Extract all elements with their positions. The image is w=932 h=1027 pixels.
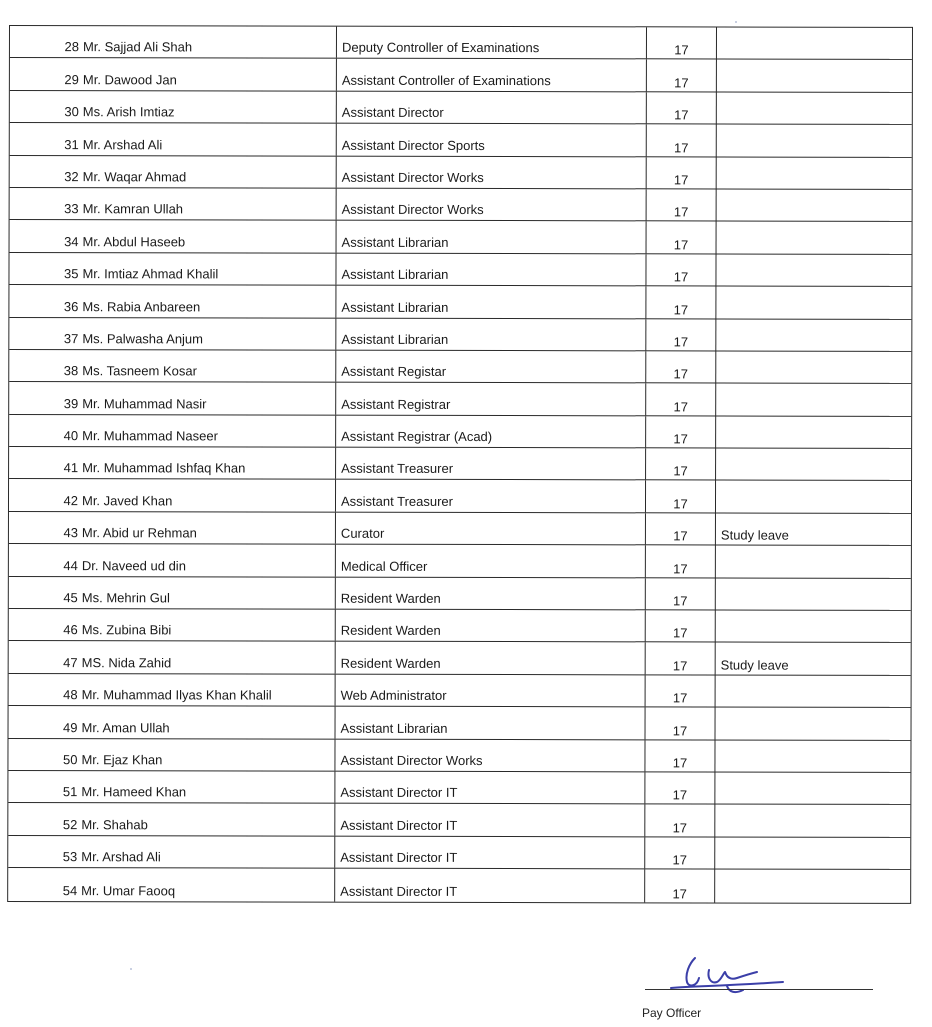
employee-name-cell: Mr. Muhammad Ishfaq Khan [81, 447, 336, 479]
remarks-cell [717, 27, 912, 59]
remarks-cell [717, 189, 912, 221]
serial-number-cell: 38 [63, 363, 79, 379]
serial-number-cell: 44 [63, 557, 78, 573]
serial-number-cell: 39 [63, 395, 79, 411]
bps-cell: 17 [645, 837, 715, 869]
designation-cell: Resident Warden [336, 610, 646, 642]
serial-number-cell: 47 [63, 654, 78, 670]
signatory-title: Pay Officer [642, 1006, 702, 1020]
serial-number-cell: 53 [62, 849, 78, 865]
employee-name-cell: Mr. Abid ur Rehman [81, 512, 336, 544]
table-row [9, 577, 911, 611]
bps-cell: 17 [646, 610, 716, 642]
table-row [9, 512, 911, 546]
employee-name-cell: Mr. Aman Ullah [81, 706, 336, 738]
employee-name-cell: Mr. Imtiaz Ahmad Khalil [81, 253, 336, 285]
bps-cell: 17 [645, 772, 715, 804]
designation-cell: Assistant Librarian [336, 286, 646, 318]
employee-name-cell: Mr. Waqar Ahmad [82, 156, 337, 188]
employee-name-cell: Ms. Zubina Bibi [81, 609, 336, 641]
employee-name-cell: Ms. Palwasha Anjum [81, 318, 336, 350]
table-row [9, 350, 911, 384]
employee-name-cell: Mr. Kamran Ullah [82, 188, 337, 220]
remarks-cell [715, 837, 910, 869]
serial-number-cell: 42 [63, 492, 79, 509]
table-row [9, 479, 911, 513]
bps-cell: 17 [646, 708, 716, 740]
remarks-cell [716, 675, 911, 707]
table-row [9, 447, 911, 481]
remarks-cell [715, 772, 910, 804]
designation-cell: Assistant Director IT [335, 804, 645, 836]
remarks-cell [716, 546, 911, 578]
employee-name-cell: Mr. Shahab [80, 804, 335, 836]
remarks-cell [715, 740, 910, 772]
serial-number-cell: 40 [63, 428, 79, 444]
employee-name-cell: Ms. Mehrin Gul [81, 577, 336, 609]
employee-name-cell: Mr. Arshad Ali [82, 123, 337, 155]
bps-cell: 17 [647, 125, 717, 157]
serial-number-cell: 54 [62, 882, 78, 898]
bps-cell: 17 [646, 546, 716, 578]
serial-number-cell: 37 [63, 331, 79, 347]
designation-cell: Assistant Controller of Examinations [337, 59, 647, 91]
designation-cell: Assistant Director IT [335, 772, 645, 804]
designation-cell: Assistant Treasurer [336, 480, 646, 512]
table-row [9, 544, 911, 578]
remarks-cell [717, 125, 912, 157]
serial-number-cell: 30 [64, 104, 79, 120]
bps-cell: 17 [647, 92, 717, 124]
table-row [9, 382, 911, 416]
serial-number-cell: 49 [63, 719, 78, 735]
bps-cell: 17 [646, 448, 716, 480]
designation-cell: Curator [336, 513, 646, 545]
designation-cell: Assistant Director Sports [337, 124, 647, 156]
bps-cell: 17 [646, 675, 716, 707]
remarks-cell [716, 319, 911, 351]
bps-cell: 17 [646, 319, 716, 351]
remarks-cell: Study leave [720, 527, 789, 543]
table-row [9, 253, 911, 287]
employee-name-cell: Ms. Arish Imtiaz [82, 91, 337, 123]
designation-cell: Assistant Director Works [337, 189, 647, 221]
bps-cell: 17 [645, 805, 715, 837]
table-row [9, 318, 911, 352]
bps-cell: 17 [646, 286, 716, 318]
table-row [10, 91, 912, 125]
designation-cell: Assistant Registar [336, 351, 646, 383]
serial-number-cell: 50 [62, 752, 78, 768]
bps-cell: 17 [646, 254, 716, 286]
employee-name-cell: Mr. Hameed Khan [80, 771, 335, 803]
remarks-cell [715, 805, 910, 837]
serial-number-cell: 43 [63, 525, 78, 541]
designation-cell: Assistant Librarian [336, 707, 646, 739]
designation-cell: Assistant Librarian [336, 318, 646, 350]
serial-number-cell: 29 [64, 71, 79, 87]
designation-cell: Assistant Registrar (Acad) [336, 415, 646, 447]
bps-cell: 17 [647, 27, 717, 59]
table-row [8, 803, 910, 837]
serial-number-cell: 31 [64, 136, 79, 152]
employee-name-cell: Mr. Muhammad Ilyas Khan Khalil [81, 674, 336, 706]
serial-number-cell: 46 [63, 622, 78, 638]
scan-speck [735, 21, 737, 23]
bps-cell: 17 [646, 416, 716, 448]
employee-name-cell: Mr. Dawood Jan [82, 59, 337, 91]
table-row [10, 220, 912, 254]
table-row [9, 641, 911, 675]
employee-name-cell: Ms. Tasneem Kosar [81, 350, 336, 382]
bps-cell: 17 [647, 60, 717, 92]
designation-cell: Assistant Director Works [335, 739, 645, 771]
table-row [9, 415, 911, 449]
remarks-cell [716, 481, 911, 513]
table-row [10, 58, 912, 92]
employee-name-cell: Mr. Javed Khan [81, 480, 336, 512]
table-row [9, 609, 911, 643]
table-row [8, 739, 910, 773]
bps-cell: 17 [645, 740, 715, 772]
bps-cell: 17 [646, 384, 716, 416]
staff-table [7, 25, 913, 903]
bps-cell: 17 [646, 578, 716, 610]
remarks-cell [716, 611, 911, 643]
remarks-cell [717, 92, 912, 124]
designation-cell: Assistant Director Works [337, 156, 647, 188]
serial-number-cell: 48 [63, 687, 78, 703]
employee-name-cell: Mr. Arshad Ali [80, 836, 335, 868]
remarks-cell [716, 708, 911, 740]
table-row [9, 674, 911, 708]
bps-cell: 17 [646, 513, 716, 545]
table-row [10, 123, 912, 157]
employee-name-cell: Dr. Naveed ud din [81, 544, 336, 576]
designation-cell: Assistant Treasurer [336, 448, 646, 480]
remarks-cell [716, 254, 911, 286]
remarks-cell [715, 870, 910, 903]
remarks-cell [716, 287, 911, 319]
table-row [9, 285, 911, 319]
remarks-cell [716, 449, 911, 481]
signature-mark [665, 950, 790, 1000]
serial-number-cell: 33 [64, 201, 79, 217]
bps-cell: 17 [646, 351, 716, 383]
table-row [9, 706, 911, 740]
designation-cell: Assistant Registrar [336, 383, 646, 415]
table-row [10, 26, 912, 60]
serial-number-cell: 28 [64, 39, 79, 55]
employee-name-cell: Mr. Abdul Haseeb [82, 220, 337, 252]
employee-name-cell: MS. Nida Zahid [81, 642, 336, 674]
serial-number-cell: 32 [64, 169, 79, 185]
bps-cell: 17 [647, 222, 717, 254]
bps-cell: 17 [646, 481, 716, 513]
serial-number-cell: 35 [63, 266, 79, 282]
remarks-cell: Study leave [720, 657, 789, 673]
remarks-cell [716, 416, 911, 448]
designation-cell: Resident Warden [336, 642, 646, 674]
bps-cell: 17 [647, 189, 717, 221]
signature-line [645, 989, 873, 990]
table-row [8, 771, 910, 805]
remarks-cell [716, 578, 911, 610]
bps-cell: 17 [647, 157, 717, 189]
employee-name-cell: Mr. Sajjad Ali Shah [82, 26, 337, 58]
designation-cell: Web Administrator [336, 674, 646, 706]
remarks-cell [717, 60, 912, 92]
designation-cell: Assistant Director IT [335, 836, 645, 868]
employee-name-cell: Mr. Umar Faooq [80, 868, 335, 901]
remarks-cell [717, 157, 912, 189]
serial-number-cell: 41 [63, 460, 79, 476]
remarks-cell [716, 384, 911, 416]
employee-name-cell: Mr. Muhammad Naseer [81, 415, 336, 447]
designation-cell: Resident Warden [336, 577, 646, 609]
employee-name-cell: Mr. Ejaz Khan [80, 739, 335, 771]
designation-cell: Medical Officer [336, 545, 646, 577]
employee-name-cell: Ms. Rabia Anbareen [81, 285, 336, 317]
table-row [10, 156, 912, 190]
designation-cell: Assistant Director IT [335, 869, 645, 902]
table-row [10, 188, 912, 222]
employee-name-cell: Mr. Muhammad Nasir [81, 382, 336, 414]
serial-number-cell: 36 [63, 298, 79, 314]
bps-cell: 17 [645, 869, 715, 902]
scan-speck [130, 968, 132, 970]
serial-number-cell: 45 [63, 590, 78, 606]
table-row [8, 836, 910, 870]
designation-cell: Assistant Director [337, 91, 647, 123]
designation-cell: Assistant Librarian [337, 221, 647, 253]
table-row [8, 868, 910, 902]
designation-cell: Assistant Librarian [336, 253, 646, 285]
remarks-cell [717, 222, 912, 254]
serial-number-cell: 51 [62, 784, 78, 800]
bps-cell: 17 [646, 643, 716, 675]
designation-cell: Deputy Controller of Examinations [337, 27, 647, 59]
remarks-cell [716, 351, 911, 383]
serial-number-cell: 52 [62, 816, 78, 832]
serial-number-cell: 34 [64, 233, 79, 249]
